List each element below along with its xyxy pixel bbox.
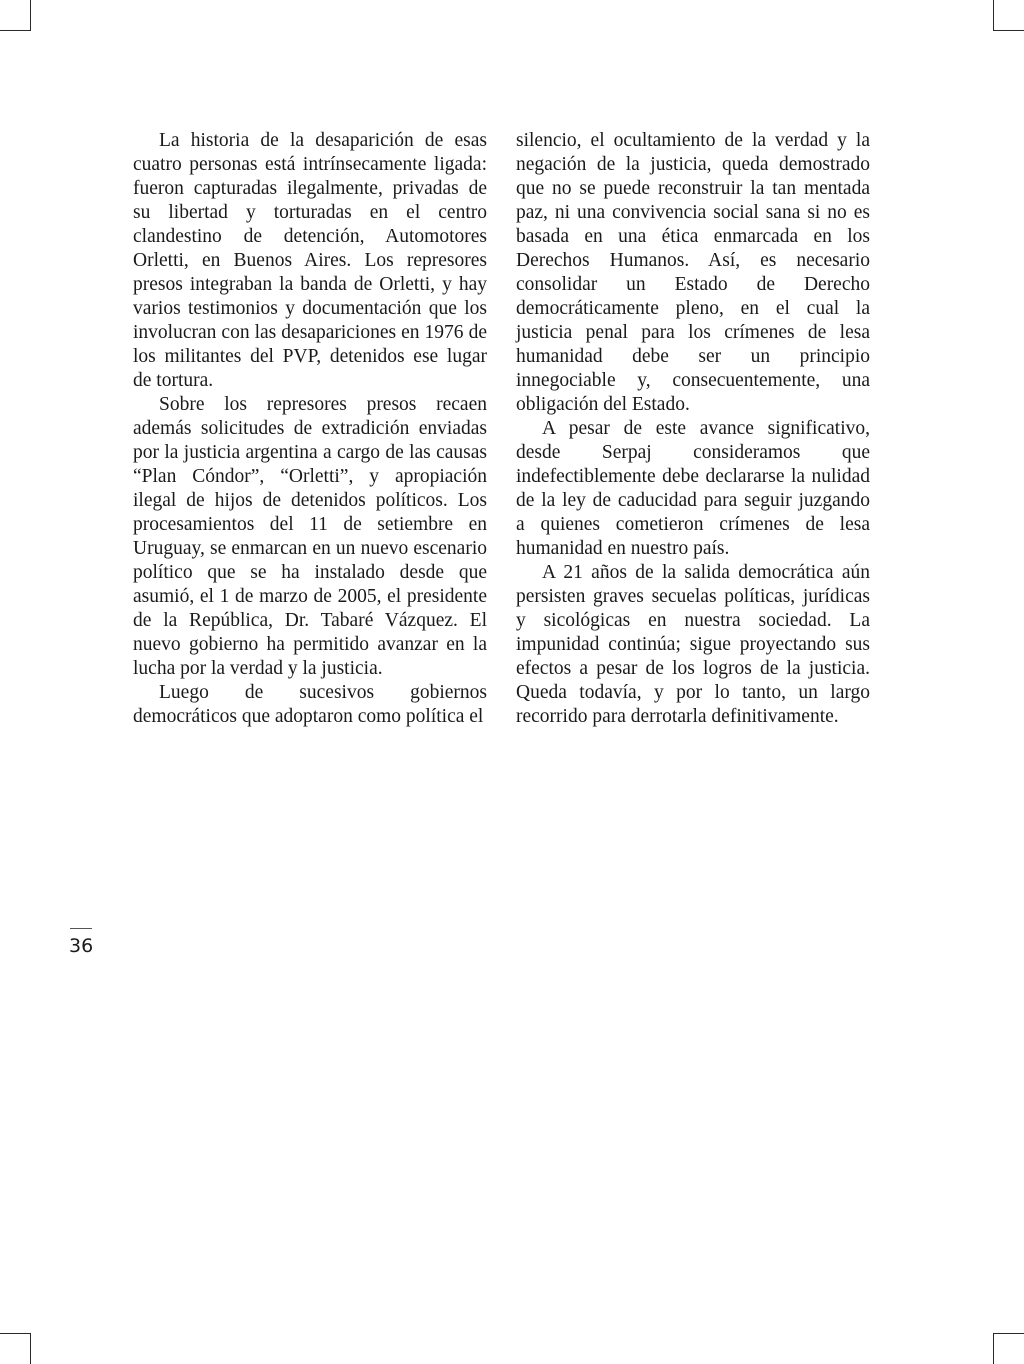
crop-mark-top-left <box>0 0 31 31</box>
folio-rule <box>70 928 92 929</box>
text-column-right <box>516 129 870 729</box>
page-number: 36 <box>69 935 94 957</box>
text-column-left <box>133 129 487 729</box>
paragraph-continuation: silencio, el ocultamiento de la verdad y la negación de la justicia, queda demostrado que no se puede reconstruir la tan mentada paz, ni una convivencia social sana si no es basada en una ética enmarcada en los Derechos Humanos. Así, es necesario consolidar un Estado de Derecho democráticamente pleno, en el cual la justicia penal para los crímenes de lesa humanidad debe ser un principio innegociable y, consecuentemente, una obligación del Estado. <box>516 130 870 415</box>
crop-mark-bottom-left <box>0 1333 31 1364</box>
crop-mark-top-right <box>993 0 1024 31</box>
paragraph: Luego de sucesivos gobiernos democráticos que adoptaron como política el <box>133 682 487 727</box>
paragraph: A pesar de este avance significativo, desde Serpaj consideramos que indefectiblemente debe declararse la nulidad de la ley de caducidad para seguir juzgando a quienes cometieron crímenes de lesa humanidad en nuestro país. <box>516 418 870 559</box>
paragraph: La historia de la desaparición de esas cuatro personas está intrínsecamente ligada: fueron capturadas ilegalmente, privadas de su libertad y torturadas en el centro clandestino de detención, Automotores Orletti, en Buenos Aires. Los represores presos integraban la banda de Orletti, y hay varios testimonios y documentación que los involucran con las desapariciones en 1976 de los militantes del PVP, detenidos ese lugar de tortura. <box>133 130 487 391</box>
paragraph: Sobre los represores presos recaen además solicitudes de extradición enviadas por la justicia argentina a cargo de las causas “Plan Cóndor”, “Orletti”, y apropiación ilegal de hijos de detenidos políticos. Los procesamientos del 11 de setiembre en Uruguay, se enmarcan en un nuevo escenario político que se ha instalado desde que asumió, el 1 de marzo de 2005, el presidente de la República, Dr. Tabaré Vázquez. El nuevo gobierno ha permitido avanzar en la lucha por la verdad y la justicia. <box>133 394 487 679</box>
crop-mark-bottom-right <box>993 1333 1024 1364</box>
paragraph: A 21 años de la salida democrática aún persisten graves secuelas políticas, jurídicas y sicológicas en nuestra sociedad. La impunidad continúa; sigue proyectando sus efectos a pesar de los logros de la justicia. Queda todavía, y por lo tanto, un largo recorrido para derrotarla definitivamente. <box>516 562 870 727</box>
